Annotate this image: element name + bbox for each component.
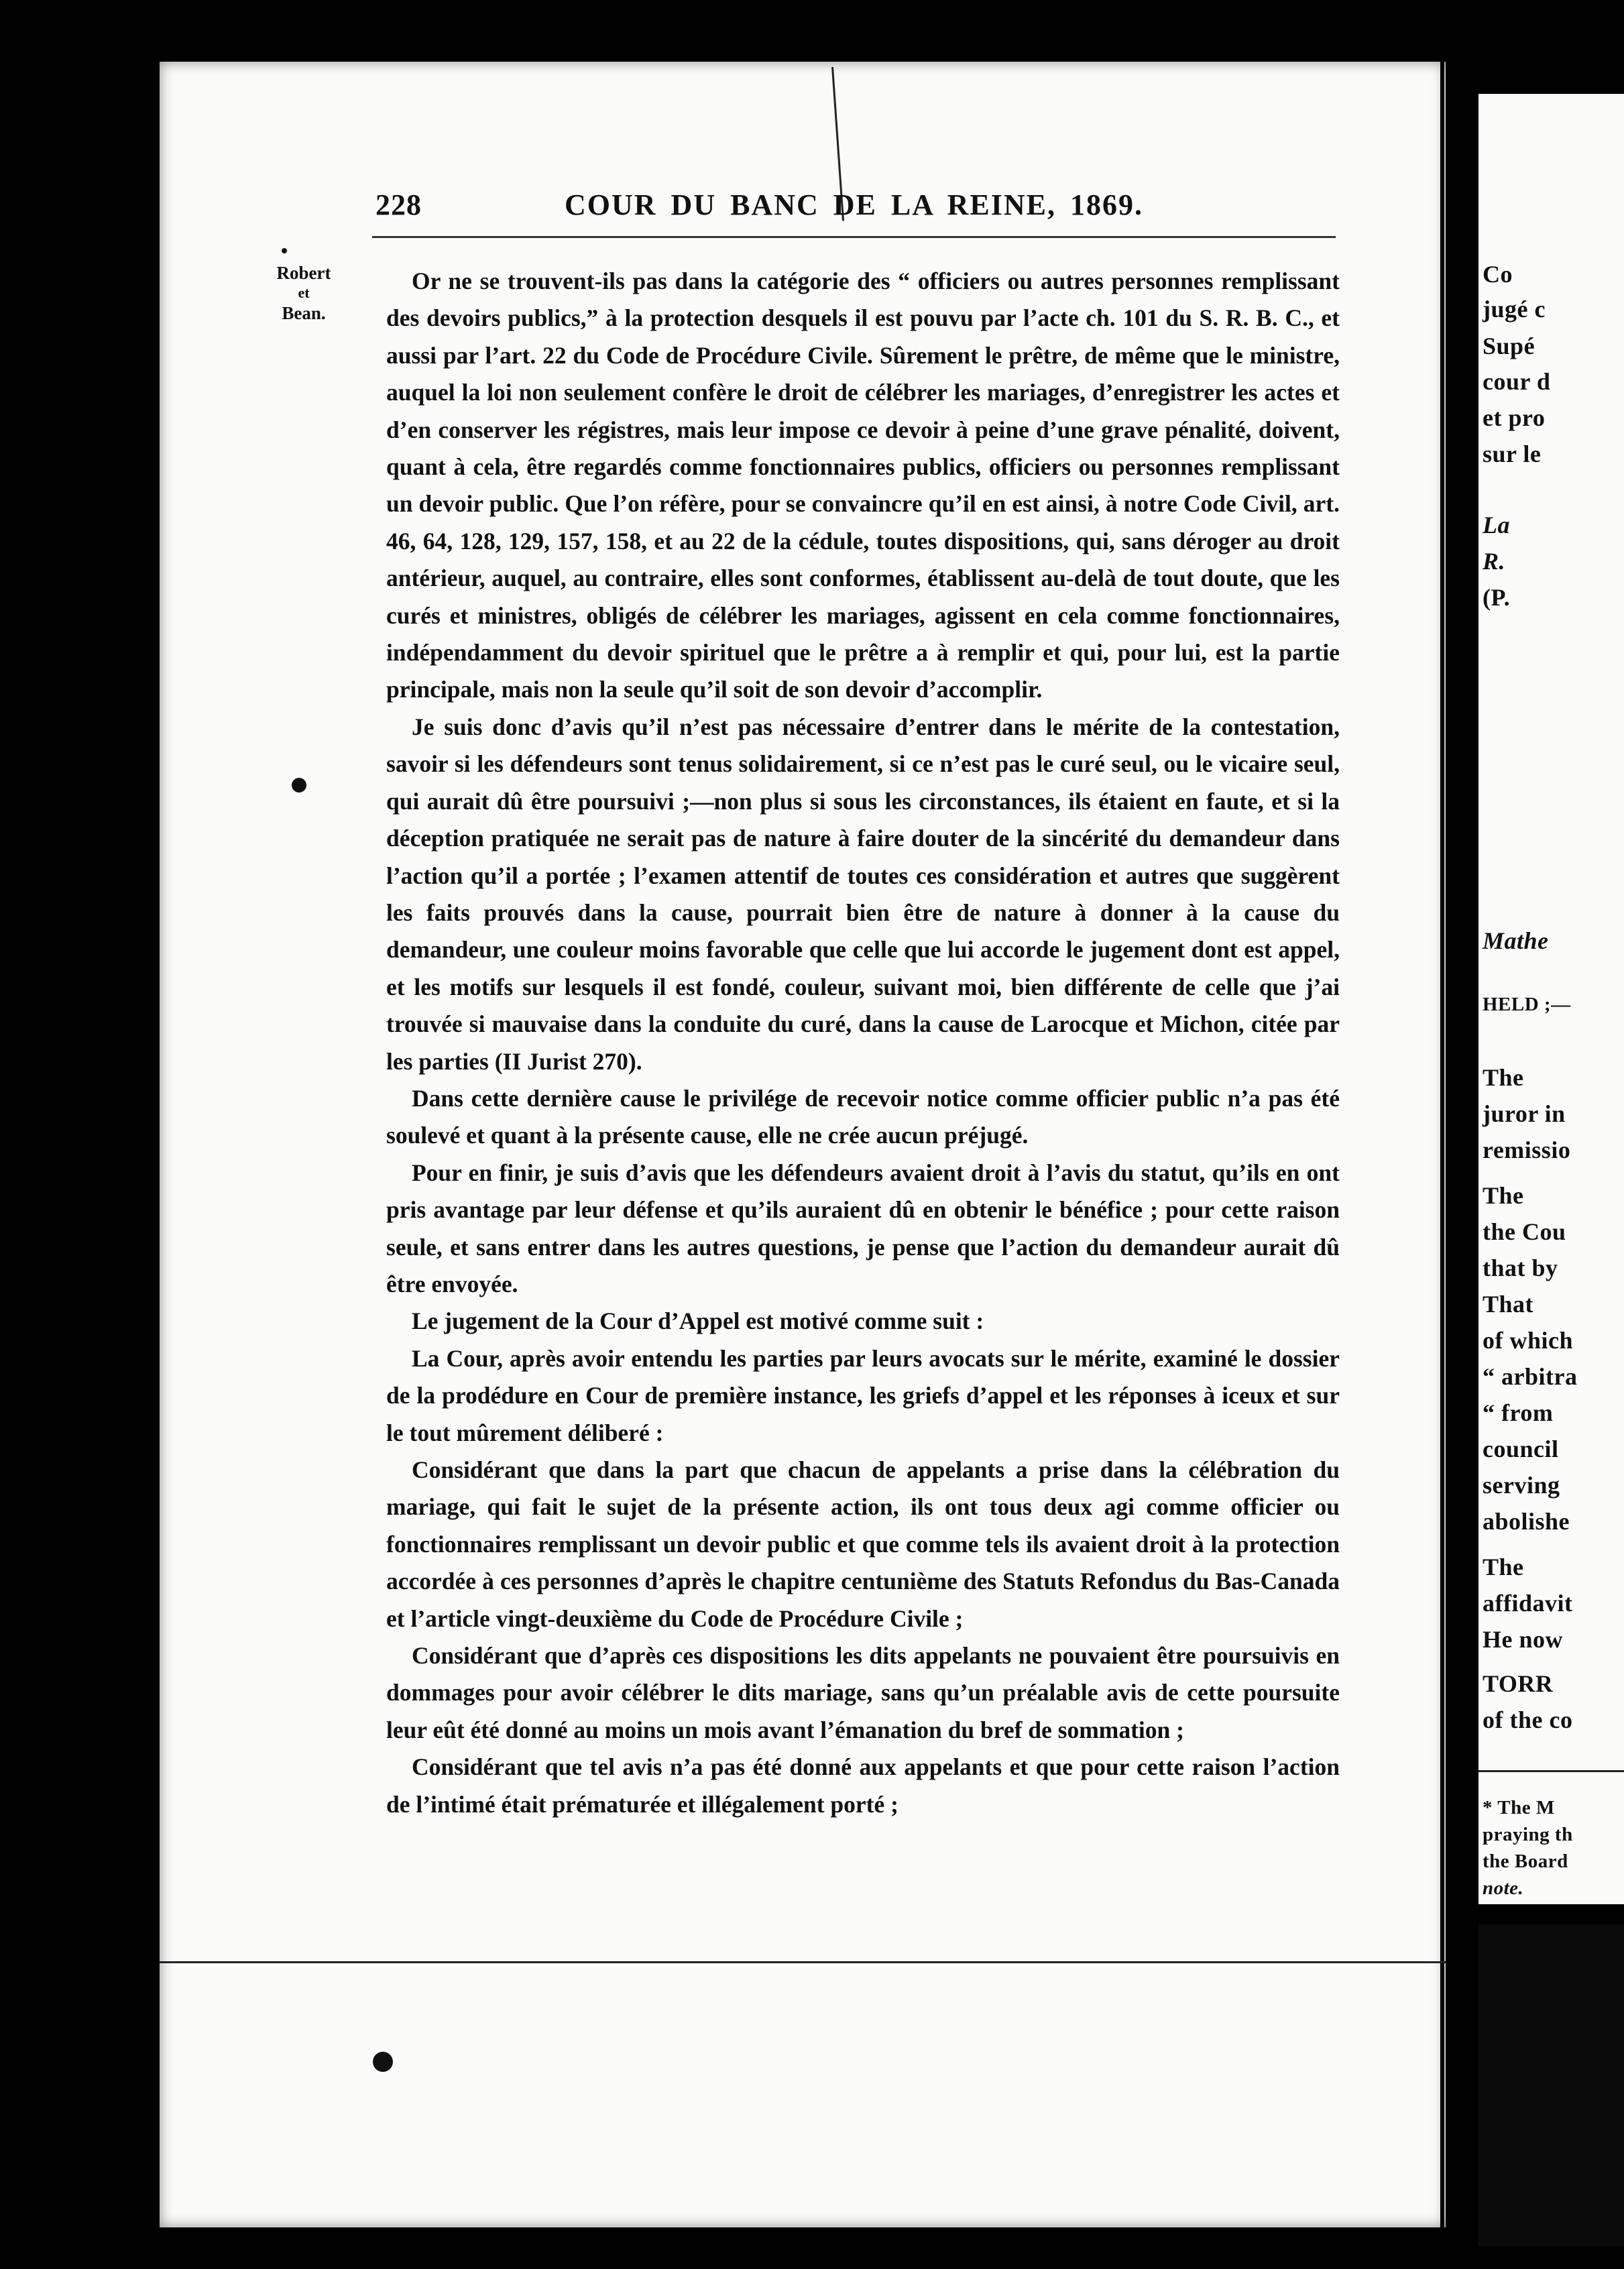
paragraph: Le jugement de la Cour d’Appel est motivé comme suit : [412, 1307, 984, 1335]
neighbor-line: serving [1483, 1472, 1560, 1499]
neighbor-line: The [1483, 1182, 1524, 1209]
page-header [216, 188, 1369, 235]
neighbor-line: the Board [1483, 1851, 1568, 1872]
neighbor-line: juror in [1483, 1100, 1566, 1127]
paragraph: Dans cette dernière cause le privilége de recevoir notice comme officier public n’a pas été soulevé et quant à la présente cause, elle ne crée aucun préjugé. [386, 1084, 1340, 1149]
paragraph: Considérant que dans la part que chacun de appelants a prise dans la célébration du mariage, qui fait le sujet de la présente action, ils ont tous deux agi comme officier ou fonctionnaires remplissant un devoir public et que comme tels ils avaient droit à la protection accordée à ces personnes d’après le chapitre centunième des Statuts Refondus du Bas-Canada et l’article vingt-deuxième du Code de Procédure Civile ; [386, 1456, 1340, 1632]
neighbor-line: council [1483, 1436, 1559, 1462]
neighbor-line: * The M [1483, 1797, 1555, 1818]
scan-line [160, 1961, 1446, 1963]
neighbor-line: Supé [1483, 333, 1535, 359]
neighbor-line: jugé c [1483, 296, 1546, 323]
neighbor-line: TORR [1483, 1670, 1554, 1697]
neighbor-line: “ arbitra [1483, 1363, 1578, 1390]
neighbor-line: sur le [1483, 441, 1542, 467]
neighbor-line: cour d [1483, 368, 1551, 395]
neighbor-line: The [1483, 1554, 1524, 1580]
neighbor-line: HELD ;— [1483, 994, 1571, 1015]
neighbor-line: remissio [1483, 1137, 1571, 1163]
body-text [386, 263, 1340, 1823]
paragraph: Considérant que tel avis n’a pas été donné aux appelants et que pour cette raison l’action de l’intimé était prématurée et illégalement porté ; [386, 1753, 1340, 1818]
neighbor-line: (P. [1483, 584, 1511, 611]
paragraph: Pour en finir, je suis d’avis que les défendeurs avaient droit à l’avis du statut, qu’ils en ont pris avantage par leur défense et qu’ils auraient dû en obtenir le bénéfice ; pour cette raison seule, et sans entrer dans les autres questions, je pense que l’action du demandeur aurait dû être envoyée. [386, 1159, 1340, 1297]
page-number: 228 [375, 188, 422, 221]
neighbor-line: “ from [1483, 1399, 1554, 1426]
neighbor-line: of which [1483, 1327, 1574, 1354]
neighbor-line: of the co [1483, 1706, 1573, 1733]
neighbor-line: The [1483, 1064, 1524, 1091]
neighbor-line: He now [1483, 1626, 1563, 1653]
ink-speck [373, 2052, 393, 2072]
margin-line-1: Robert [276, 263, 331, 283]
neighbor-line: Co [1483, 261, 1513, 288]
neighbor-line: Mathe [1483, 927, 1549, 954]
ink-speck [282, 248, 287, 253]
paragraph: Or ne se trouvent-ils pas dans la catégorie des “ officiers ou autres personnes remplissant des devoirs publics,” à la protection desquels il est pouvu par l’acte ch. 101 du S. R. B. C., et aussi par l’art. 22 du Code de Procédure Civile. Sûrement le prêtre, de même que le ministre, auquel la loi non seulement confère le droit de célébrer les mariages, d’enregistrer les actes et d’en conserver les régistres, mais leur impose ce devoir à peine d’une grave pénalité, doivent, quant à cela, être regardés comme fonctionnaires publics, officiers ou personnes remplissant un devoir public. Que l’on réfère, pour se convaincre qu’il en est ainsi, à notre Code Civil, art. 46, 64, 128, 129, 157, 158, et au 22 de la cédule, toutes dispositions, qui, sans déroger au droit antérieur, auquel, au contraire, elles sont conformes, établissent au-delà de tout doute, que les curés et ministres, obligés de célébrer les mariages, agissent en cela comme fonctionnaires, indépendamment du devoir spirituel que le prêtre a à remplir et qui, pour lui, est la partie principale, mais non la seule qu’il soit de son devoir d’accomplir. [386, 268, 1340, 703]
neighbor-footnote-rule [1478, 1770, 1624, 1772]
neighbor-line: the Cou [1483, 1218, 1566, 1245]
neighbor-line: That [1483, 1291, 1534, 1318]
neighbor-line: that by [1483, 1255, 1558, 1281]
paragraph: Je suis donc d’avis qu’il n’est pas nécessaire d’entrer dans le mérite de la contestation, savoir si les défendeurs sont tenus solidairement, si ce n’est pas le curé seul, ou le vicaire seul, qui aurait dû être poursuivi ;—non plus si sous les circonstances, ils étaient en faute, et si la déception pratiquée ne serait pas de nature à faire douter de la sincérité du demandeur dans l’action qu’il a portée ; l’examen attentif de toutes ces considération et autres que suggèrent les faits prouvés dans la cause, pourrait bien être de nature à donner à la cause du demandeur, une couleur moins favorable que celle que lui accorde le jugement dont est appel, et les motifs sur lesquels il est fondé, couleur, suivant moi, bien différente de celle que j’ai trouvée si mauvaise dans la conduite du curé, dans la cause de Larocque et Michon, citée par les parties (II Jurist 270). [386, 713, 1340, 1075]
neighbor-line: praying th [1483, 1824, 1573, 1845]
neighbor-line: note. [1483, 1877, 1524, 1899]
page-edge [1440, 62, 1444, 2227]
neighbor-line: La [1483, 512, 1510, 538]
ink-speck [292, 778, 306, 793]
margin-line-3: Bean. [282, 303, 326, 323]
neighbor-line: R. [1483, 548, 1506, 575]
running-title: COUR DU BANC DE LA REINE, 1869. [565, 188, 1143, 221]
paragraph: La Cour, après avoir entendu les parties par leurs avocats sur le mérite, examiné le dossier de la prodédure en Cour de première instance, les griefs d’appel et les réponses à iceux et sur le tout mûrement déliberé : [386, 1344, 1340, 1446]
neighbor-line: affidavit [1483, 1590, 1573, 1617]
neighbor-line: abolishe [1483, 1508, 1570, 1535]
margin-case-name [253, 263, 354, 323]
header-rule [372, 236, 1336, 238]
neighbor-line: et pro [1483, 404, 1546, 431]
neighbor-page [1478, 94, 1624, 1904]
neighbor-page-shadow [1478, 1924, 1624, 2246]
margin-line-2: et [298, 284, 310, 301]
paragraph: Considérant que d’après ces dispositions les dits appelants ne pouvaient être poursuivis en dommages pour avoir célébrer le dits mariage, sans qu’un préalable avis de cette poursuite leur eût été donné au moins un mois avant l’émanation du bref de sommation ; [386, 1642, 1340, 1743]
